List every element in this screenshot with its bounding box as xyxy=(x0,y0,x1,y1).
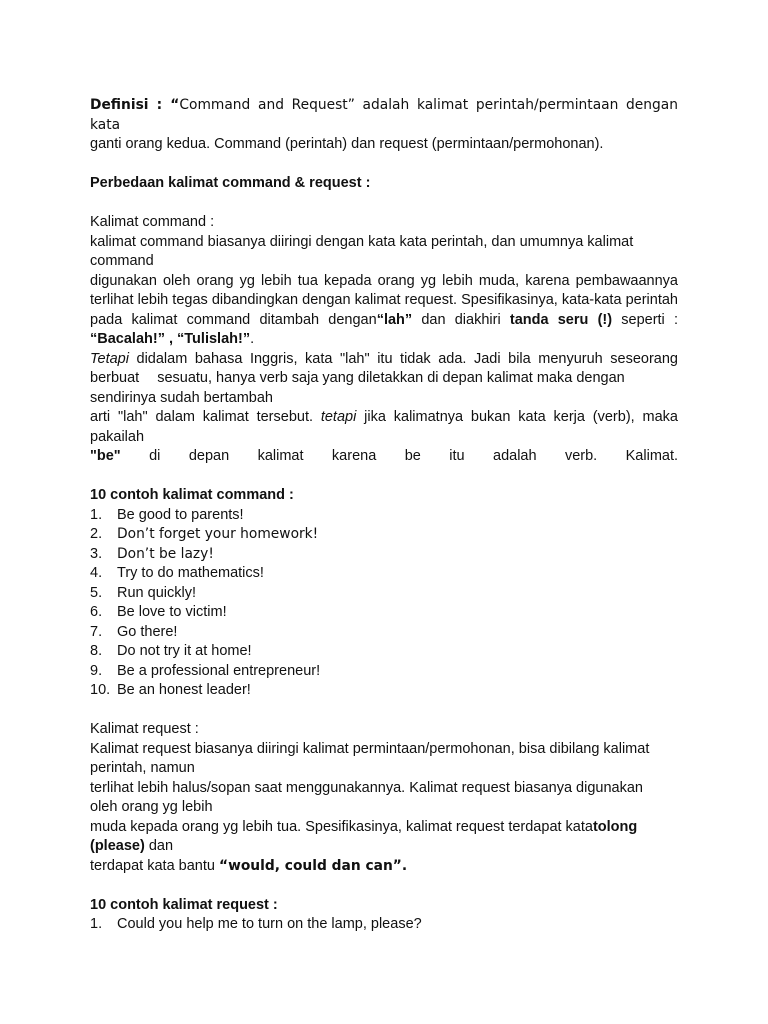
list-item xyxy=(90,642,678,662)
item-number: 10. xyxy=(90,682,111,698)
examples-bold-text: “Bacalah!” , “Tulislah!” xyxy=(90,331,251,347)
last-word: depan xyxy=(188,448,230,464)
command-paragraph-b-line2 xyxy=(90,369,678,389)
para-b-text1: didalam bahasa Inggris, kata "lah" itu tidak ada. Jadi bila menyuruh seseorang xyxy=(128,350,678,367)
command-paragraph-c-line1 xyxy=(90,408,678,428)
item-number: 3. xyxy=(90,545,103,562)
definition-text-part1: Command and Request” adalah kalimat perintah/permintaan dengan kata xyxy=(90,97,678,133)
para-c-text2: jika kalimatnya bukan kata kerja (verb), maka xyxy=(356,409,678,425)
command-paragraph-a xyxy=(90,272,678,350)
command-paragraph-b-line1 xyxy=(90,350,678,370)
command-title: Kalimat command : xyxy=(90,214,215,230)
command-examples-list xyxy=(90,506,678,701)
request-line5 xyxy=(90,818,678,838)
item-number: 6. xyxy=(90,604,103,620)
last-word: be xyxy=(404,448,421,464)
command-paragraph-c-line3 xyxy=(90,447,678,467)
last-word: karena xyxy=(331,448,377,464)
document-page xyxy=(90,96,678,935)
item-text: Be good to parents! xyxy=(117,506,244,523)
item-text: Do not try it at home! xyxy=(117,643,252,659)
command-examples-heading: 10 contoh kalimat command : xyxy=(90,487,294,503)
last-word: itu xyxy=(449,448,465,464)
list-item xyxy=(90,584,678,604)
item-text: Try to do mathematics! xyxy=(117,565,264,581)
item-number: 9. xyxy=(90,662,103,679)
request-line7-text: terdapat kata bantu xyxy=(90,857,219,874)
dan-text: dan xyxy=(144,838,174,854)
item-number: 4. xyxy=(90,565,103,581)
item-number: 5. xyxy=(90,584,103,601)
request-examples-heading: 10 contoh kalimat request : xyxy=(90,896,278,913)
list-item xyxy=(90,915,678,935)
list-item xyxy=(90,525,678,545)
item-text: Don’t forget your homework! xyxy=(117,526,319,542)
last-word: Kalimat. xyxy=(625,448,679,464)
request-examples-list xyxy=(90,915,678,935)
request-line1: Kalimat request biasanya diiringi kalimat permintaan/permohonan, bisa dibilang kalimat xyxy=(90,740,650,757)
tanda-seru-text: tanda seru (!) xyxy=(509,311,613,328)
list-item xyxy=(90,545,678,565)
last-word: verb. xyxy=(564,448,598,464)
para-b-text3: sesuatu, hanya verb saja yang diletakkan di depan kalimat maka dengan xyxy=(157,370,625,386)
request-line3: terlihat lebih halus/sopan saat menggunakannya. Kalimat request biasanya digunakan xyxy=(90,779,643,796)
item-text: Could you help me to turn on the lamp, please? xyxy=(117,916,422,932)
request-title: Kalimat request : xyxy=(90,721,199,737)
para-b-text2: berbuat xyxy=(90,370,140,386)
command-paragraph-c-line2: pakailah xyxy=(90,428,145,445)
command-line1: kalimat command biasanya diiringi dengan kata kata perintah, dan umumnya kalimat xyxy=(90,233,634,250)
lah-text: “lah” xyxy=(376,311,413,328)
item-number: 1. xyxy=(90,506,103,523)
definition-open-quote: “ xyxy=(162,97,180,113)
list-item xyxy=(90,564,678,584)
last-word: di xyxy=(149,448,161,464)
list-item xyxy=(90,662,678,682)
difference-heading: Perbedaan kalimat command & request : xyxy=(90,175,371,191)
be-bold-text: "be" xyxy=(90,448,121,464)
request-line2: perintah, namun xyxy=(90,760,195,776)
item-number: 1. xyxy=(90,916,103,932)
list-item xyxy=(90,603,678,623)
tolong-text: tolong xyxy=(592,818,638,835)
command-line2: command xyxy=(90,253,154,269)
period-text: . xyxy=(250,331,255,347)
request-line6 xyxy=(90,837,678,857)
item-text: Go there! xyxy=(117,623,178,640)
request-line5-text: muda kepada orang yg lebih tua. Spesifikasinya, kalimat request terdapat kata xyxy=(90,818,593,835)
tetapi2-text: tetapi xyxy=(320,409,357,425)
list-item xyxy=(90,681,678,701)
list-item xyxy=(90,623,678,643)
item-text: Run quickly! xyxy=(117,584,196,601)
definition-label: Definisi : xyxy=(90,97,163,113)
definition-text-part2: ganti orang kedua. Command (perintah) dan request (permintaan/permohonan). xyxy=(90,136,604,152)
command-paragraph-b-line3: sendirinya sudah bertambah xyxy=(90,389,273,406)
request-line4: oleh orang yg lebih xyxy=(90,799,213,815)
please-text: (please) xyxy=(90,838,145,854)
request-line7 xyxy=(90,857,678,877)
item-text: Be a professional entrepreneur! xyxy=(117,662,321,679)
last-word: kalimat xyxy=(257,448,304,464)
command-para-a-text: digunakan oleh orang yg lebih tua kepada orang yg lebih muda, karena pembawaannya terlihat lebih tegas dibandingkan dengan kalimat request. Spesifikasinya, kata-kata perintah pada kalimat command ditambah dengan xyxy=(90,272,678,328)
item-number: 8. xyxy=(90,643,103,659)
list-item xyxy=(90,506,678,526)
modals-text: “would, could dan can”. xyxy=(219,857,408,874)
tetapi-text: Tetapi xyxy=(90,350,129,367)
item-text: Be love to victim! xyxy=(117,604,227,620)
definition-paragraph xyxy=(90,96,678,155)
item-number: 7. xyxy=(90,623,103,640)
last-word: adalah xyxy=(493,448,537,464)
item-text: Don’t be lazy! xyxy=(117,545,214,562)
dan-diakhiri-text: dan diakhiri xyxy=(412,311,510,328)
para-c-text1: arti "lah" dalam kalimat tersebut. xyxy=(90,409,321,425)
item-text: Be an honest leader! xyxy=(117,682,251,698)
seperti-text: seperti : xyxy=(612,311,679,328)
item-number: 2. xyxy=(90,526,103,542)
